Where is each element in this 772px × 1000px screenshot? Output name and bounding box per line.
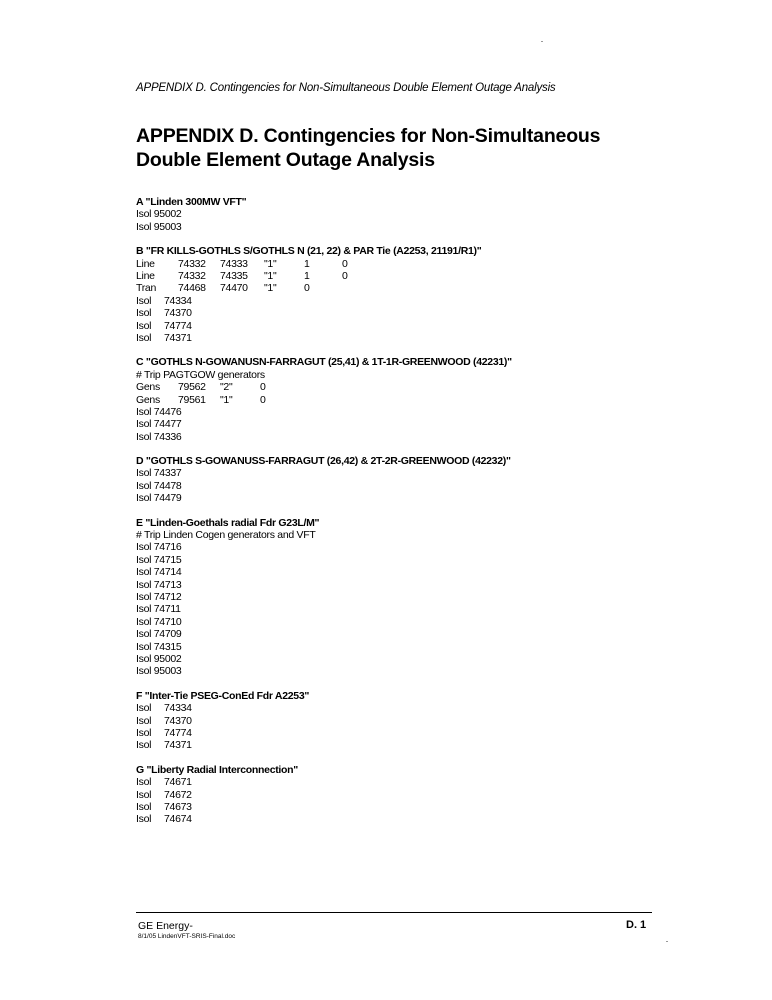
outage-cell: Isol 74710 [136, 615, 182, 628]
outage-cell: Gens [136, 393, 160, 406]
outage-cell: 74468 [178, 282, 206, 295]
outage-cell: Isol [136, 307, 152, 320]
outage-row [136, 554, 656, 566]
outage-row [136, 369, 656, 381]
outage-cell: 74335 [220, 269, 248, 282]
scan-speck [666, 941, 668, 942]
outage-cell: 74334 [164, 294, 192, 307]
outage-cell: "1" [264, 269, 277, 282]
outage-row [136, 653, 656, 665]
outage-cell: "1" [264, 282, 277, 295]
outage-row [136, 221, 656, 233]
outage-cell: 74774 [164, 319, 192, 332]
outage-cell: 0 [260, 393, 266, 406]
outage-cell: Isol 74714 [136, 566, 182, 579]
outage-cell: Isol [136, 726, 152, 739]
outage-row [136, 381, 656, 393]
page-title-line-2: Double Element Outage Analysis [136, 149, 435, 171]
outage-cell: Gens [136, 381, 160, 394]
outage-cell: Isol 74337 [136, 467, 182, 480]
section-heading: D "GOTHLS S-GOWANUSS-FARRAGUT (26,42) & 2T-2R-GREENWOOD (42232)" [136, 455, 511, 468]
outage-cell: Isol [136, 776, 152, 789]
outage-cell: Isol 74315 [136, 640, 182, 653]
scan-speck [541, 41, 543, 42]
section-heading: G "Liberty Radial Interconnection" [136, 763, 298, 776]
outage-row [136, 579, 656, 591]
footer-file-name: 8/1/05 LindenVFT-SRIS-Final.doc [138, 933, 236, 940]
outage-cell: Isol [136, 813, 152, 826]
outage-cell: Isol [136, 294, 152, 307]
outage-cell: Isol 74336 [136, 430, 182, 443]
outage-cell: 74371 [164, 331, 192, 344]
outage-cell: Isol 95003 [136, 665, 182, 678]
section-heading: C "GOTHLS N-GOWANUSN-FARRAGUT (25,41) & 1T-1R-GREENWOOD (42231)" [136, 356, 512, 369]
outage-row [136, 603, 656, 615]
outage-cell: Line [136, 269, 155, 282]
outage-row [136, 282, 656, 294]
contingency-section [136, 690, 656, 752]
outage-cell: 74333 [220, 257, 248, 270]
outage-row [136, 541, 656, 553]
outage-row [136, 702, 656, 714]
outage-cell: 1 [304, 269, 310, 282]
outage-row [136, 591, 656, 603]
outage-row [136, 566, 656, 578]
outage-cell: Isol 95002 [136, 652, 182, 665]
contingency-section [136, 245, 656, 344]
outage-row [136, 813, 656, 825]
outage-cell: 0 [304, 282, 310, 295]
outage-cell: 74674 [164, 813, 192, 826]
contingency-section [136, 455, 656, 505]
outage-cell: # Trip Linden Cogen generators and VFT [136, 529, 316, 542]
outage-cell: 74332 [178, 269, 206, 282]
outage-cell: 79562 [178, 381, 206, 394]
footer-rule [136, 912, 652, 913]
section-heading: F "Inter-Tie PSEG-ConEd Fdr A2253" [136, 689, 310, 702]
outage-row [136, 789, 656, 801]
outage-cell: Isol 74476 [136, 405, 182, 418]
outage-cell: 74671 [164, 776, 192, 789]
outage-row [136, 320, 656, 332]
outage-cell: 74370 [164, 307, 192, 320]
footer-company: GE Energy- [138, 920, 193, 932]
outage-cell: Isol [136, 788, 152, 801]
outage-row [136, 665, 656, 677]
outage-cell: Isol 74716 [136, 541, 182, 554]
outage-cell: "2" [220, 381, 233, 394]
outage-cell: Isol 74711 [136, 603, 181, 616]
outage-row [136, 394, 656, 406]
outage-cell: Isol [136, 702, 152, 715]
outage-row [136, 739, 656, 751]
outage-cell: Isol 74715 [136, 553, 182, 566]
outage-row [136, 801, 656, 813]
outage-row [136, 307, 656, 319]
page-title-line-1: APPENDIX D. Contingencies for Non-Simultaneous [136, 125, 601, 147]
outage-cell: # Trip PAGTGOW generators [136, 368, 265, 381]
contingency-list [136, 196, 656, 838]
page-title [136, 124, 600, 172]
running-header: APPENDIX D. Contingencies for Non-Simultaneous Double Element Outage Analysis [136, 82, 556, 94]
page-number: D. 1 [626, 919, 647, 931]
outage-row [136, 258, 656, 270]
outage-cell: Isol 74712 [136, 591, 182, 604]
outage-cell: 74371 [164, 739, 192, 752]
outage-row [136, 431, 656, 443]
outage-row [136, 776, 656, 788]
outage-row [136, 418, 656, 430]
outage-row [136, 715, 656, 727]
outage-cell: Isol 74713 [136, 578, 182, 591]
outage-cell: 74332 [178, 257, 206, 270]
outage-cell: 74334 [164, 702, 192, 715]
outage-cell: Isol [136, 319, 152, 332]
outage-row [136, 628, 656, 640]
outage-cell: 74370 [164, 714, 192, 727]
outage-row [136, 270, 656, 282]
contingency-section [136, 764, 656, 826]
outage-cell: Isol 74477 [136, 418, 182, 431]
outage-cell: 0 [342, 269, 348, 282]
outage-row [136, 208, 656, 220]
outage-row [136, 529, 656, 541]
outage-cell: 79561 [178, 393, 206, 406]
section-heading: A "Linden 300MW VFT" [136, 196, 247, 208]
outage-cell: 74672 [164, 788, 192, 801]
contingency-section [136, 356, 656, 443]
outage-cell: Isol 74479 [136, 492, 182, 505]
outage-cell: Isol [136, 739, 152, 752]
outage-row [136, 616, 656, 628]
footer-left [138, 920, 235, 941]
outage-row [136, 467, 656, 479]
outage-cell: Isol 95003 [136, 220, 182, 233]
outage-row [136, 480, 656, 492]
outage-cell: 74774 [164, 726, 192, 739]
outage-row [136, 295, 656, 307]
outage-cell: Isol [136, 800, 152, 813]
outage-cell: "1" [220, 393, 233, 406]
outage-cell: Line [136, 257, 155, 270]
contingency-section [136, 196, 656, 233]
outage-row [136, 727, 656, 739]
outage-row [136, 641, 656, 653]
outage-cell: 74673 [164, 800, 192, 813]
outage-cell: 0 [260, 381, 266, 394]
outage-cell: Isol [136, 331, 152, 344]
outage-cell: 1 [304, 257, 310, 270]
outage-cell: 74470 [220, 282, 248, 295]
outage-row [136, 492, 656, 504]
outage-cell: Isol 74709 [136, 628, 182, 641]
outage-cell: "1" [264, 257, 277, 270]
outage-cell: Isol [136, 714, 152, 727]
outage-cell: 0 [342, 257, 348, 270]
contingency-section [136, 517, 656, 678]
outage-cell: Isol 74478 [136, 479, 182, 492]
outage-cell: Tran [136, 282, 156, 295]
section-heading: B "FR KILLS-GOTHLS S/GOTHLS N (21, 22) & PAR Tie (A2253, 21191/R1)" [136, 245, 482, 258]
outage-cell: Isol 95002 [136, 208, 182, 221]
outage-row [136, 406, 656, 418]
outage-row [136, 332, 656, 344]
section-heading: E "Linden-Goethals radial Fdr G23L/M" [136, 516, 320, 529]
